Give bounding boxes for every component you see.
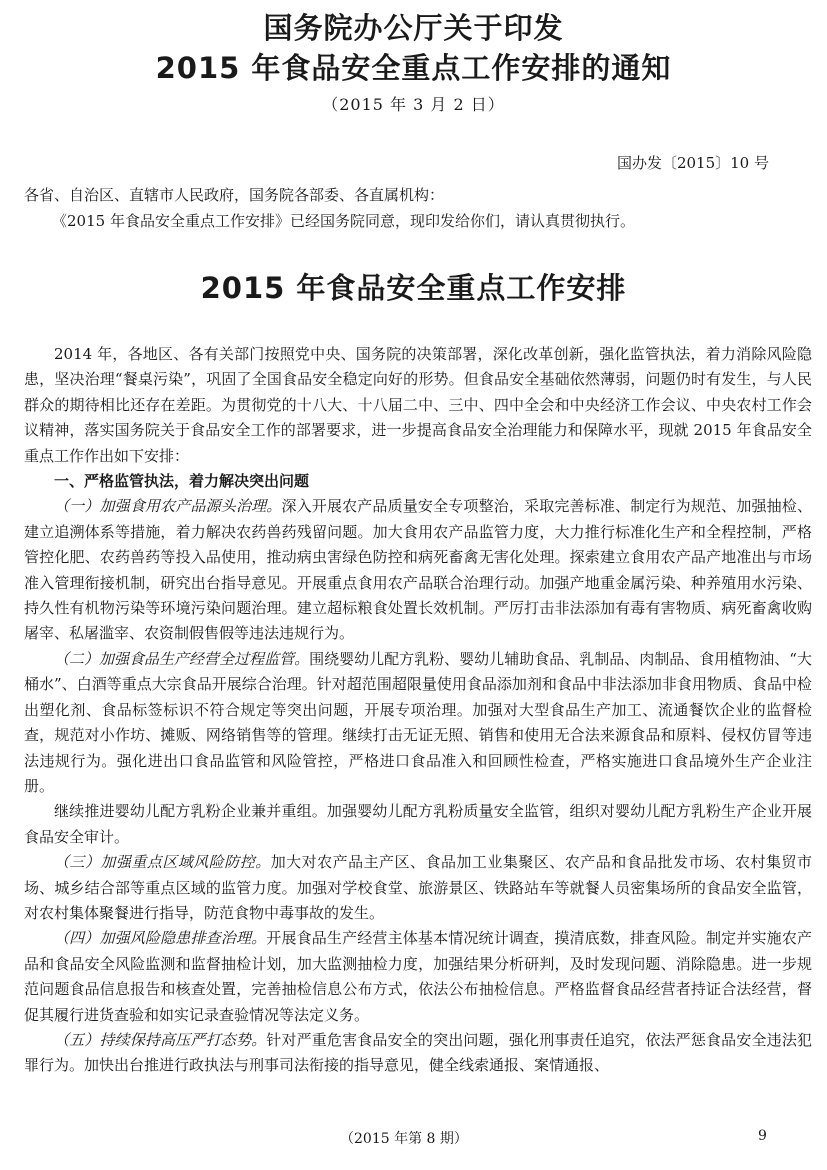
paragraph-item-2 — [24, 647, 812, 799]
item-1-text: 深入开展农产品质量安全专项整治，采取完善标准、制定行为规范、加强抽检、建立追溯体系等措施，着力解决农药兽药残留问题。加大食用农产品监管力度，大力推行标准化生产和全程控制，严格管控化肥、农药兽药等投入品使用，推动病虫害绿色防控和病死畜禽无害化处理。探索建立食用农产品产地准出与市场准入管理衔接机制，研究出台指导意见。开展重点食用农产品联合治理行动。加强产地重金属污染、种养殖用水污染、持久性有机物污染等环境污染问题治理。建立超标粮食处置长效机制。严厉打击非法添加有毒有害物质、病死畜禽收购屠宰、私屠滥宰、农资制假售假等违法违规行为。 — [24, 497, 812, 643]
document-date: （2015 年 3 月 2 日） — [322, 95, 505, 114]
item-2-title: （二）加强食品生产经营全过程监管。 — [54, 649, 310, 668]
paragraph-intro: 2014 年，各地区、各有关部门按照党中央、国务院的决策部署，深化改革创新，强化监管执法，着力消除风险隐患，坚决治理“餐桌污染”，巩固了全国食品安全稳定向好的形势。但食品安全基础依然薄弱，问题仍时有发生，与人民群众的期待相比还存在差距。为贯彻党的十八大、十八届二中、三中、四中全会和中央经济工作会议、中央农村工作会议精神，落实国务院关于食品安全工作的部署要求，进一步提高食品安全治理能力和保障水平，现就 2015 年食品安全重点工作作出如下安排： — [24, 345, 812, 465]
paragraph-item-5 — [24, 1028, 812, 1079]
item-1-title: （一）加强食用农产品源头治理。 — [54, 497, 282, 516]
section-title: 2015 年食品安全重点工作安排 — [200, 271, 627, 305]
page-number: 9 — [758, 1128, 767, 1144]
item-3-title: （三）加强重点区域风险防控。 — [54, 853, 271, 872]
paragraph-item-4 — [24, 926, 812, 1028]
item-5-title: （五）持续保持高压严打态势。 — [54, 1030, 267, 1049]
item-2-text: 围绕婴幼儿配方乳粉、婴幼儿辅助食品、乳制品、肉制品、食用植物油、“大桶水”、白酒等重点大宗食品开展综合治理。针对超范围超限量使用食品添加剂和食品中非法添加非食用物质、食品中检出塑化剂、食品标签标识不符合规定等突出问题，开展专项治理。加强对大型食品生产加工、流通餐饮企业的监督检查，规范对小作坊、摊贩、网络销售等的管理。继续打击无证无照、销售和使用无合法来源食品和原料、侵权仿冒等违法违规行为。强化进出口食品监管和风险管控，严格进口食品准入和回顾性检查，严格实施进口食品境外生产企业注册。 — [24, 649, 812, 795]
paragraph-item-1 — [24, 494, 812, 646]
body-text — [24, 342, 812, 1079]
heading-1: 一、严格监管执法，着力解决突出问题 — [54, 472, 310, 491]
document-title-line1: 国务院办公厅关于印发 — [263, 11, 564, 45]
document-title-line2: 2015 年食品安全重点工作安排的通知 — [155, 51, 672, 85]
addressee: 各省、自治区、直辖市人民政府，国务院各部委、各直属机构： — [24, 186, 445, 204]
item-5-text: 针对严重危害食品安全的突出问题，强化刑事责任追究，依法严惩食品安全违法犯罪行为。加快出台推进行政执法与刑事司法衔接的指导意见，健全线索通报、案情通报、 — [24, 1030, 812, 1075]
intro-paragraph: 《2015 年食品安全重点工作安排》已经国务院同意，现印发给你们，请认真贯彻执行。 — [52, 212, 635, 230]
paragraph-item-3 — [24, 850, 812, 926]
paragraph-item-2b: 继续推进婴幼儿配方乳粉企业兼并重组。加强婴幼儿配方乳粉质量安全监管，组织对婴幼儿配方乳粉生产企业开展食品安全审计。 — [24, 802, 812, 846]
item-3-text: 加大对农产品主产区、食品加工业集聚区、农产品和食品批发市场、农村集贸市场、城乡结合部等重点区域的监管力度。加强对学校食堂、旅游景区、铁路站车等就餐人员密集场所的食品安全监管，对农村集体聚餐进行指导，防范食物中毒事故的发生。 — [24, 853, 812, 922]
document-number: 国办发〔2015〕10 号 — [616, 154, 769, 172]
item-4-text: 开展食品生产经营主体基本情况统计调查，摸清底数，排查风险。制定并实施农产品和食品安全风险监测和监督抽检计划，加大监测抽检力度，加强结果分析研判，及时发现问题、消除隐患。进一步规范问题食品信息报告和核查处置，完善抽检信息公布方式，依法公布抽检信息。严格监督食品经营者持证合法经营，督促其履行进货查验和如实记录查验情况等法定义务。 — [24, 929, 812, 1024]
item-4-title: （四）加强风险隐患排查治理。 — [54, 929, 267, 948]
issue-label: （2015 年第 8 期） — [340, 1131, 468, 1147]
